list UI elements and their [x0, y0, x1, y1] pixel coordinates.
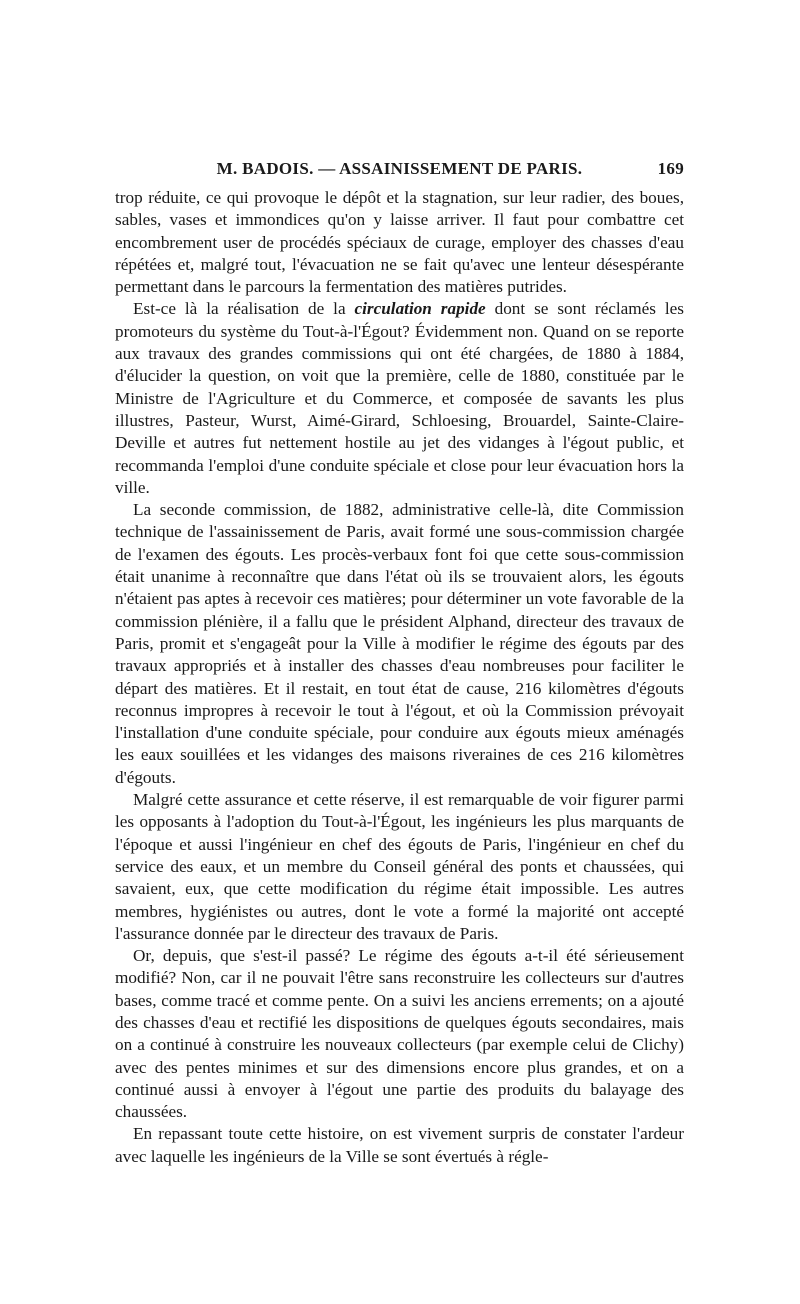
- paragraph-2: [115, 298, 684, 499]
- emphasized-term: circulation rapide: [354, 299, 486, 319]
- paragraph-2-rest: dont se sont réclamés les promoteurs du système du Tout-à-l'Égout? Évidemment non. Quand on se reporte aux travaux des grandes commissions qui ont été chargées, de 1880 à 1884, d'élucider la question, on voit que la première, celle de 1880, constituée par le Ministre de l'Agriculture et du Commerce, et composée de savants les plus illustres, Pasteur, Wurst, Aimé-Girard, Schloesing, Brouardel, Sainte-Claire-Deville et autres fut nettement hostile au jet des vidanges à l'égout public, et recommanda l'emploi d'une conduite spéciale et close pour leur évacuation hors la ville.: [115, 299, 684, 497]
- paragraph-2-lead: Est-ce là la réalisation de la: [133, 299, 355, 319]
- paragraph-4: Malgré cette assurance et cette réserve, il est remarquable de voir figurer parmi les opposants à l'adoption du Tout-à-l'Égout, les ingénieurs les plus marquants de l'époque et aussi l'ingénieur en chef des égouts de Paris, l'ingénieur en chef du service des eaux, et un membre du Conseil général des ponts et chaussées, qui savaient, eux, que cette modification du régime était impossible. Les autres membres, hygiénistes ou autres, dont le vote a formé la majorité ont accepté l'assurance donnée par le directeur des travaux de Paris.: [115, 790, 684, 943]
- paragraph-6: En repassant toute cette histoire, on est vivement surpris de constater l'ardeur avec laquelle les ingénieurs de la Ville se sont évertués à régle-: [115, 1124, 684, 1166]
- paragraph-3: La seconde commission, de 1882, administrative celle-là, dite Commission technique de l'assainissement de Paris, avait formé une sous-commission chargée de l'examen des égouts. Les procès-verbaux font foi que cette sous-commission était unanime à reconnaître que dans l'état où ils se trouvaient alors, les égouts n'étaient pas aptes à recevoir ces matières; pour déterminer un vote favorable de la commission plénière, il a fallu que le président Alphand, directeur des travaux de Paris, promit et s'engageât pour la Ville à modifier le régime des égouts par des travaux appropriés et à installer des chasses d'eau nombreuses pour faciliter le départ des matières. Et il restait, en tout état de cause, 216 kilomètres d'égouts reconnus impropres à recevoir le tout à l'égout, et où la Commission prévoyait l'installation d'une conduite spéciale, pour conduire aux égouts mieux aménagés les eaux souillées et les vidanges des maisons riveraines de ces 216 kilomètres d'égouts.: [115, 500, 684, 787]
- running-header: [115, 157, 684, 183]
- body-text: [115, 187, 684, 1168]
- book-page: [115, 157, 684, 1168]
- paragraph-5: Or, depuis, que s'est-il passé? Le régime des égouts a-t-il été sérieusement modifié? Non, car il ne pouvait l'être sans reconstruire les collecteurs sur d'autres bases, comme tracé et comme pente. On a suivi les anciens errements; on a ajouté des chasses d'eau et rectifié les dispositions de quelques égouts secondaires, mais on a continué à construire les nouveaux collecteurs (par exemple celui de Clichy) avec des pentes minimes et sur des dimensions encore plus grandes, et on a continué aussi à envoyer à l'égout une partie des produits du balayage des chaussées.: [115, 946, 684, 1122]
- running-title: M. BADOIS. — ASSAINISSEMENT DE PARIS.: [216, 159, 583, 178]
- paragraph-1: trop réduite, ce qui provoque le dépôt et la stagnation, sur leur radier, des boues, sables, vases et immondices qu'on y laisse arriver. Il faut pour combattre cet encombrement user de procédés spéciaux de curage, employer des chasses d'eau répétées et, malgré tout, l'évacuation ne se fait qu'avec une lenteur désespérante permettant dans le parcours la fermentation des matières putrides.: [115, 188, 684, 297]
- page-number: 169: [657, 159, 684, 178]
